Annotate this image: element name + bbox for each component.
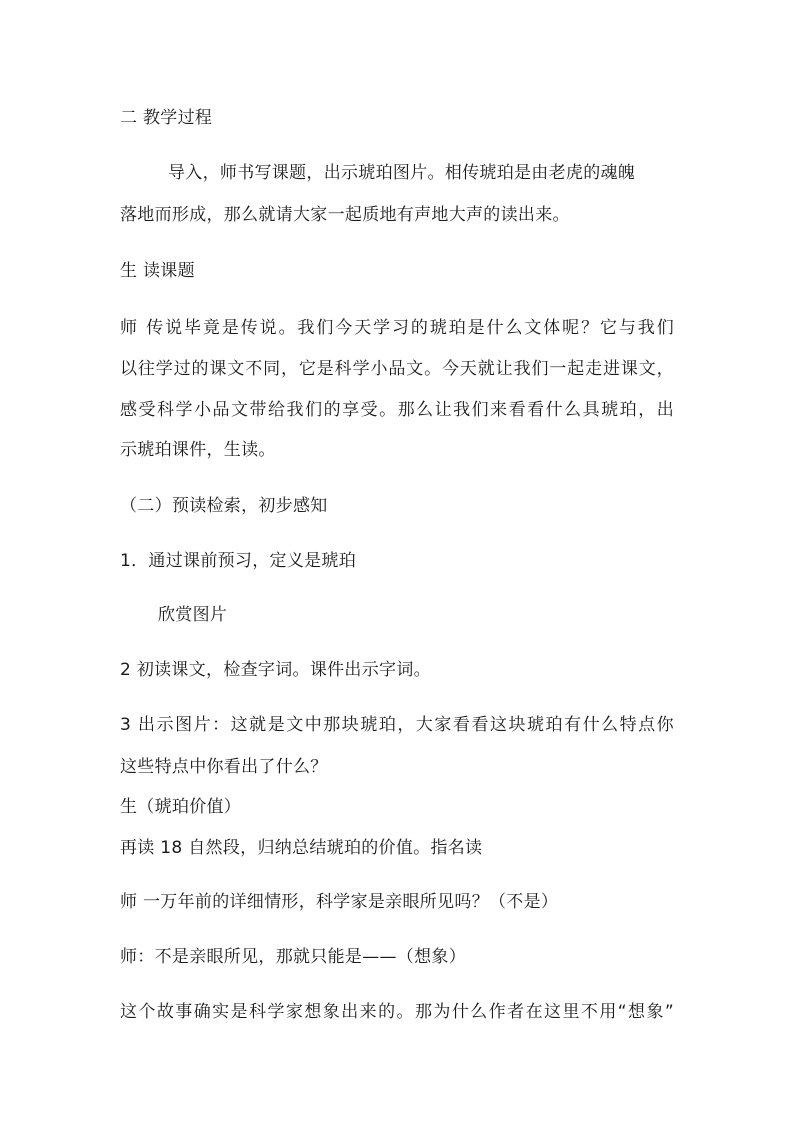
paragraph-line: 生 读课题 xyxy=(120,261,195,281)
paragraph-line: 师 一万年前的详细情形，科学家是亲眼所见吗？（不是） xyxy=(120,892,559,912)
list-item: 2 初读课文，检查字词。课件出示字词。 xyxy=(120,660,431,680)
paragraph-line: 欣赏图片 xyxy=(158,605,228,625)
paragraph-line: 落地而形成，那么就请大家一起质地有声地大声的读出来。 xyxy=(120,205,570,225)
paragraph-line: 再读 18 自然段，归纳总结琥珀的价值。指名读 xyxy=(120,838,483,858)
paragraph-line: 这个故事确实是科学家想象出来的。那为什么作者在这里不用“想象” xyxy=(120,1002,674,1022)
paragraph-line: 感受科学小品文带给我们的享受。那么让我们来看看什么具琥珀，出 xyxy=(120,400,674,420)
list-item: 1．通过课前预习，定义是琥珀 xyxy=(120,551,357,571)
section-heading-preview: （二）预读检索，初步感知 xyxy=(120,496,328,516)
paragraph-line: 生（琥珀价值） xyxy=(120,797,242,817)
paragraph-line: 师：不是亲眼所见，那就只能是——（想象） xyxy=(120,947,466,967)
list-item: 3 出示图片：这就是文中那块琥珀，大家看看这块琥珀有什么特点你 xyxy=(120,715,674,735)
paragraph-line: 导入，师书写课题，出示琥珀图片。相传琥珀是由老虎的魂魄 xyxy=(168,163,636,183)
paragraph-line: 以往学过的课文不同，它是科学小品文。今天就让我们一起走进课文， xyxy=(120,359,674,379)
paragraph-line: 这些特点中你看出了什么？ xyxy=(120,757,328,777)
section-heading-teaching-process: 二 教学过程 xyxy=(120,108,213,128)
paragraph-line: 师 传说毕竟是传说。我们今天学习的琥珀是什么文体呢？它与我们 xyxy=(120,318,674,338)
paragraph-line: 示琥珀课件，生读。 xyxy=(120,440,276,460)
